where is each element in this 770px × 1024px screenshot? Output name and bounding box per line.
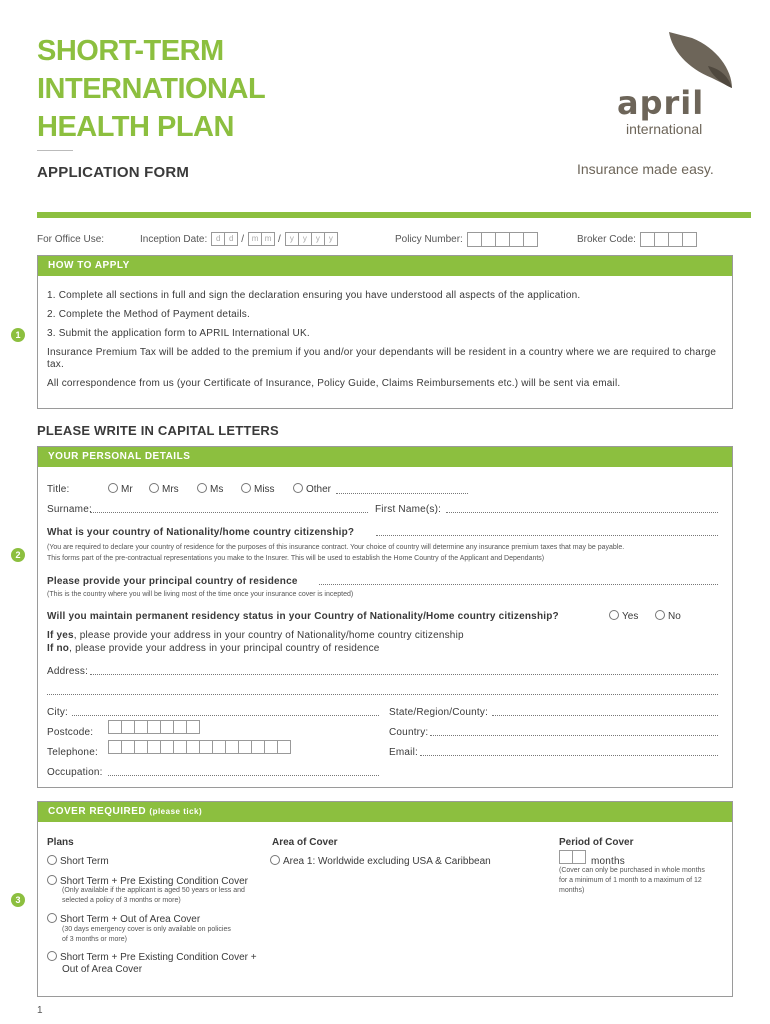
city-label: City:	[47, 707, 68, 718]
address-label: Address:	[47, 666, 89, 677]
cover-heading-text: COVER REQUIRED	[48, 806, 147, 817]
state-label: State/Region/County:	[389, 707, 489, 718]
title-other-field[interactable]	[336, 484, 468, 494]
option-label: Short Term + Out of Area Cover	[60, 914, 201, 925]
section-2-badge: 2	[11, 548, 25, 562]
months-box[interactable]	[559, 850, 573, 864]
nationality-question: What is your country of Nationality/home country citizenship?	[47, 527, 355, 538]
telephone-box[interactable]	[121, 740, 135, 754]
postcode-box[interactable]	[186, 720, 200, 734]
telephone-box[interactable]	[264, 740, 278, 754]
option-label: Mr	[121, 484, 133, 495]
title-option-mr[interactable]	[108, 483, 133, 495]
postcode-box[interactable]	[134, 720, 148, 734]
plan-short-term-option[interactable]	[47, 855, 109, 867]
plan-out-of-area-note: (30 days emergency cover is only available on policies of 3 months or more)	[62, 926, 231, 943]
step-3-text: 3. Submit the application form to APRIL International UK.	[47, 328, 310, 339]
date-day-box[interactable]: d	[224, 232, 238, 246]
telephone-label: Telephone:	[47, 747, 98, 758]
radio-icon[interactable]	[47, 855, 57, 865]
date-slash: /	[278, 233, 281, 245]
telephone-box[interactable]	[212, 740, 226, 754]
broker-code-field	[577, 231, 696, 247]
telephone-box[interactable]	[277, 740, 291, 754]
policy-number-box[interactable]	[481, 232, 496, 247]
telephone-box[interactable]	[134, 740, 148, 754]
nationality-note-1: (You are required to declare your country of residence for the purposes of this insurance contract. Your choice of country will determine any insurance premium taxes that may be payable.	[47, 544, 625, 551]
title-line-1: SHORT-TERM	[37, 35, 224, 67]
country-label: Country:	[389, 727, 429, 738]
occupation-label: Occupation:	[47, 767, 103, 778]
telephone-box[interactable]	[173, 740, 187, 754]
telephone-box[interactable]	[160, 740, 174, 754]
policy-number-box[interactable]	[495, 232, 510, 247]
if-no-instruction	[47, 643, 380, 654]
email-field[interactable]	[420, 746, 718, 756]
cover-heading-note: (please tick)	[149, 807, 203, 816]
broker-code-box[interactable]	[640, 232, 655, 247]
policy-number-box[interactable]	[467, 232, 482, 247]
policy-number-label: Policy Number:	[395, 233, 463, 245]
title-option-miss[interactable]	[241, 483, 275, 495]
if-no-text: , please provide your address in your principal country of residence	[69, 643, 380, 654]
telephone-box[interactable]	[147, 740, 161, 754]
option-label: Ms	[210, 484, 224, 495]
april-leaf-logo-icon	[612, 30, 737, 92]
step-2-text: 2. Complete the Method of Payment details.	[47, 309, 250, 320]
permanent-residency-question: Will you maintain permanent residency status in your Country of Nationality/Home country citizenship?	[47, 611, 559, 622]
date-slash: /	[241, 233, 245, 245]
step-1-text: 1. Complete all sections in full and sign the declaration ensuring you have understood all aspects of the application.	[47, 290, 581, 301]
page-number: 1	[37, 1005, 43, 1016]
title-option-ms[interactable]	[197, 483, 223, 495]
postcode-box[interactable]	[121, 720, 135, 734]
option-label: Area 1: Worldwide excluding USA & Caribbean	[283, 856, 491, 867]
radio-icon[interactable]	[270, 855, 280, 865]
radio-icon[interactable]	[149, 483, 159, 493]
how-to-apply-heading: HOW TO APPLY	[38, 256, 732, 276]
radio-icon[interactable]	[655, 610, 665, 620]
option-label: Yes	[622, 611, 639, 622]
date-year-box[interactable]: y	[311, 232, 325, 246]
surname-field[interactable]	[90, 503, 368, 513]
broker-code-box[interactable]	[682, 232, 697, 247]
form-title	[37, 32, 367, 146]
title-line-2: INTERNATIONAL	[37, 73, 266, 105]
telephone-box[interactable]	[186, 740, 200, 754]
radio-icon[interactable]	[241, 483, 251, 493]
state-field[interactable]	[492, 706, 718, 716]
country-field[interactable]	[430, 726, 718, 736]
telephone-box[interactable]	[108, 740, 122, 754]
radio-icon[interactable]	[47, 875, 57, 885]
option-label: Other	[306, 484, 332, 495]
plan-pre-existing-note: (Only available if the applicant is aged 50 years or less and selected a policy of 3 months or more)	[62, 887, 245, 904]
telephone-box[interactable]	[199, 740, 213, 754]
date-day-box[interactable]: d	[211, 232, 225, 246]
address-line-2-field[interactable]	[47, 685, 718, 695]
logo-subtitle: international	[626, 121, 703, 137]
date-year-box[interactable]: y	[285, 232, 299, 246]
radio-icon[interactable]	[108, 483, 118, 493]
policy-number-box[interactable]	[509, 232, 524, 247]
radio-icon[interactable]	[609, 610, 619, 620]
correspondence-note: All correspondence from us (your Certificate of Insurance, Policy Guide, Claims Reimbursements etc.) will be sent via email.	[47, 378, 621, 389]
plan-out-of-area-option[interactable]	[47, 913, 200, 925]
policy-number-box[interactable]	[523, 232, 538, 247]
if-yes-bold: If yes	[47, 630, 74, 641]
residency-no-option[interactable]	[655, 610, 681, 622]
plans-heading: Plans	[47, 837, 74, 848]
option-label: Mrs	[162, 484, 179, 495]
option-label: Short Term + Pre Existing Condition Cover	[60, 876, 248, 887]
option-label: Short Term + Pre Existing Condition Cover + Out of Area Cover	[60, 952, 257, 975]
inception-date-label: Inception Date:	[140, 233, 208, 245]
email-label: Email:	[389, 747, 418, 758]
section-1-badge: 1	[11, 328, 25, 342]
period-note: (Cover can only be purchased in whole months for a minimum of 1 month to a maximum of 12 months)	[559, 867, 705, 894]
title-option-mrs[interactable]	[149, 483, 179, 495]
capital-letters-instruction: PLEASE WRITE IN CAPITAL LETTERS	[37, 423, 279, 438]
date-month-box[interactable]: m	[261, 232, 275, 246]
months-label: months	[591, 856, 625, 867]
radio-icon[interactable]	[293, 483, 303, 493]
period-of-cover-heading: Period of Cover	[559, 837, 634, 848]
postcode-box[interactable]	[108, 720, 122, 734]
postcode-box[interactable]	[147, 720, 161, 734]
telephone-box[interactable]	[238, 740, 252, 754]
tagline: Insurance made easy.	[577, 161, 714, 177]
date-month-box[interactable]: m	[248, 232, 262, 246]
telephone-box[interactable]	[251, 740, 265, 754]
broker-code-label: Broker Code:	[577, 233, 636, 245]
radio-icon[interactable]	[197, 483, 207, 493]
radio-icon[interactable]	[47, 951, 57, 961]
address-line-1-field[interactable]	[90, 665, 718, 675]
option-label: Short Term	[60, 856, 109, 867]
first-names-field[interactable]	[446, 503, 718, 513]
if-yes-text: , please provide your address in your country of Nationality/home country citizenship	[73, 630, 464, 641]
postcode-boxes[interactable]	[108, 720, 199, 734]
occupation-field[interactable]	[108, 766, 379, 776]
postcode-box[interactable]	[160, 720, 174, 734]
for-office-use-label: For Office Use:	[37, 233, 105, 245]
surname-label: Surname:	[47, 504, 92, 515]
title-line-3: HEALTH PLAN	[37, 111, 234, 143]
inception-date-field	[140, 231, 337, 247]
area-1-option[interactable]	[270, 855, 491, 867]
area-of-cover-heading: Area of Cover	[272, 837, 338, 848]
postcode-label: Postcode:	[47, 727, 94, 738]
telephone-boxes[interactable]	[108, 740, 290, 754]
logo-wordmark: april	[617, 84, 705, 122]
months-boxes[interactable]	[559, 850, 585, 864]
title-label: Title:	[47, 484, 70, 495]
date-year-box[interactable]: y	[324, 232, 338, 246]
option-label: No	[668, 611, 681, 622]
telephone-box[interactable]	[225, 740, 239, 754]
date-year-box[interactable]: y	[298, 232, 312, 246]
tax-note: Insurance Premium Tax will be added to the premium if you and/or your dependants will be resident in a country where we are required to charge tax.	[47, 347, 717, 370]
personal-details-heading: YOUR PERSONAL DETAILS	[38, 447, 732, 467]
title-option-other[interactable]	[293, 483, 331, 495]
months-box[interactable]	[572, 850, 586, 864]
if-no-bold: If no	[47, 643, 70, 654]
if-yes-instruction	[47, 630, 464, 641]
title-divider	[37, 150, 73, 151]
policy-number-field	[395, 231, 537, 247]
broker-code-box[interactable]	[654, 232, 669, 247]
section-3-badge: 3	[11, 893, 25, 907]
residence-field[interactable]	[319, 575, 718, 585]
residence-note: (This is the country where you will be living most of the time once your insurance cover is incepted)	[47, 591, 354, 598]
form-subtitle: APPLICATION FORM	[37, 164, 190, 181]
residence-question: Please provide your principal country of residence	[47, 576, 298, 587]
nationality-field[interactable]	[376, 526, 718, 536]
cover-required-heading	[38, 802, 732, 822]
header-divider-bar	[37, 212, 751, 218]
first-names-label: First Name(s):	[375, 504, 442, 515]
city-field[interactable]	[72, 706, 379, 716]
radio-icon[interactable]	[47, 913, 57, 923]
postcode-box[interactable]	[173, 720, 187, 734]
nationality-note-2: This forms part of the pre-contractual representations you make to the Insurer. This will be used to establish the Home Country of the Applicant and Dependants)	[47, 555, 545, 562]
broker-code-box[interactable]	[668, 232, 683, 247]
plan-combined-option[interactable]	[47, 951, 257, 976]
residency-yes-option[interactable]	[609, 610, 638, 622]
option-label: Miss	[254, 484, 275, 495]
